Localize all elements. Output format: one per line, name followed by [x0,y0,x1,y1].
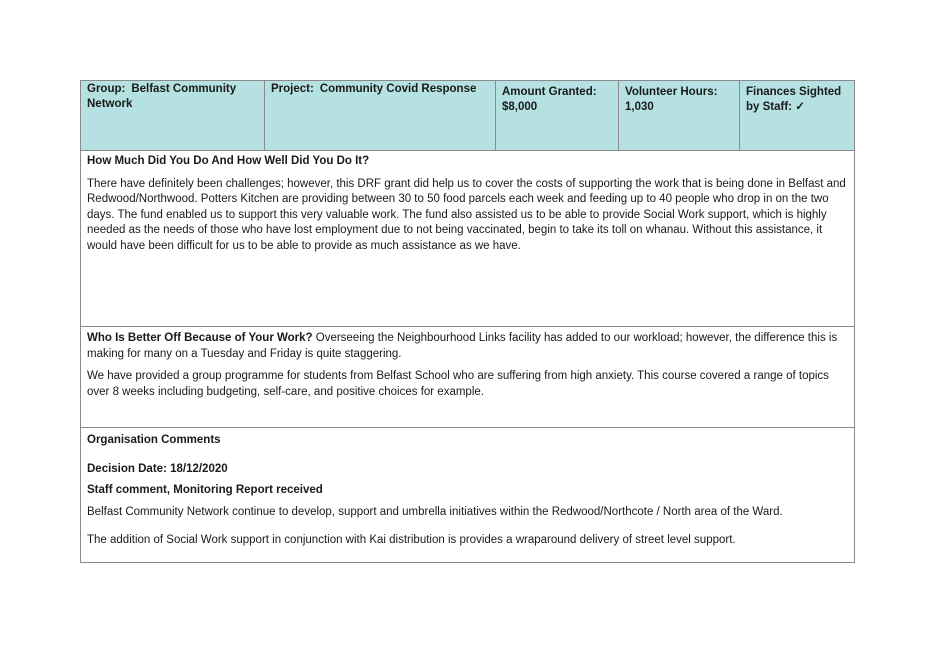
amount-granted-cell [496,81,619,150]
amount-value: $8,000 [502,101,538,113]
how-much-answer: There have definitely been challenges; however, this DRF grant did help us to cover the costs of supporting the work that is being done in Belfast and Redwood/Northwood. Potters Kitchen are providing between 30 to 50 food parcels each week and feeding up to 40 people who drop in on the two days. The fund enabled us to support this very valuable work. The fund also assisted us to be able to provide Social Work support, which is highly needed as the needs of those who have lost employment due to not being vaccinated, begin to take its toll on whanau. Without this assistance, it would have been difficult for us to be able to provide as much assistance as we have. [87,177,846,252]
org-comments-heading: Organisation Comments [87,434,221,446]
how-much-section [81,151,854,327]
volunteer-hours-cell [619,81,740,150]
monitoring-report-table [80,80,855,563]
organisation-comments-section [81,428,854,562]
project-label: Project: [271,83,314,95]
staff-comment-2: The addition of Social Work support in conjunction with Kai distribution is provides a wraparound delivery of street level support. [87,534,736,546]
group-label: Group: [87,83,126,95]
staff-comment-1: Belfast Community Network continue to develop, support and umbrella initiatives within the Redwood/Northcote / North area of the Ward. [87,505,783,518]
staff-comment-heading: Staff comment, Monitoring Report received [87,484,323,496]
better-off-question: Who Is Better Off Because of Your Work? [87,332,313,344]
group-cell [81,81,265,150]
report-header-row [81,81,854,151]
finances-label: Finances Sighted by Staff: [746,86,842,113]
project-cell [265,81,496,150]
better-off-answer-1: Overseeing the Neighbourhood Links facility has added to our workload; however, the difference this is making for many on a Tuesday and Friday is quite staggering. [87,332,838,360]
hours-value: 1,030 [625,101,654,113]
how-much-question: How Much Did You Do And How Well Did You Do It? [87,155,370,167]
amount-label: Amount Granted: [502,86,597,98]
better-off-paragraph [87,331,848,362]
hours-label: Volunteer Hours: [625,86,718,98]
finances-sighted-cell [740,81,854,150]
decision-date: Decision Date: 18/12/2020 [87,462,228,475]
better-off-answer-2: We have provided a group programme for students from Belfast School who are suffering from high anxiety. This course covered a range of topics over 8 weeks including budgeting, self-care, and positive choices for example. [87,370,829,398]
better-off-section [81,327,854,428]
check-mark-icon: ✓ [795,101,805,113]
group-value: Belfast Community Network [87,83,237,110]
project-value: Community Covid Response [319,83,477,95]
